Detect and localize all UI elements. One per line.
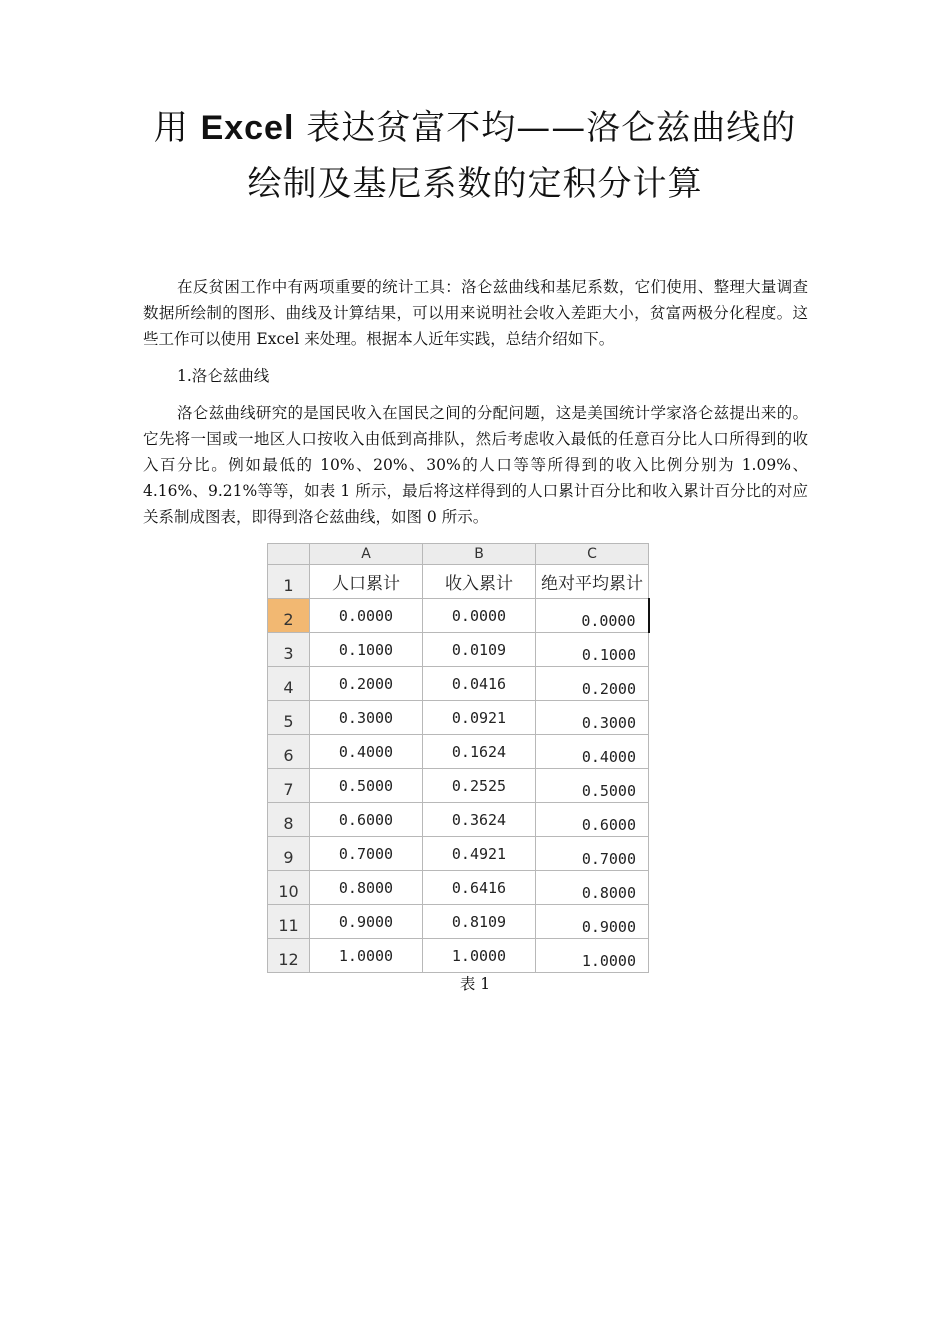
table-caption: 表 1: [459, 975, 491, 993]
table-row: [268, 769, 649, 803]
column-header-b[interactable]: B: [423, 544, 536, 565]
table-row: [268, 633, 649, 667]
spreadsheet-table: [267, 543, 650, 973]
title-excel: Excel: [200, 109, 295, 147]
table-cell[interactable]: 1.0000: [423, 939, 536, 973]
row-header[interactable]: 3: [268, 633, 310, 667]
table-cell[interactable]: 0.1000: [536, 633, 649, 667]
document-title: [120, 100, 830, 212]
table-cell[interactable]: 0.6416: [423, 871, 536, 905]
title-line-1: [120, 100, 830, 156]
table-row: [268, 939, 649, 973]
table-cell[interactable]: 1.0000: [536, 939, 649, 973]
row-header[interactable]: 12: [268, 939, 310, 973]
table-cell[interactable]: 0.7000: [536, 837, 649, 871]
table-cell[interactable]: 0.1624: [423, 735, 536, 769]
table-row: [268, 701, 649, 735]
table-row: [268, 871, 649, 905]
table-row: [268, 667, 649, 701]
table-cell[interactable]: 1.0000: [310, 939, 423, 973]
row-header[interactable]: 4: [268, 667, 310, 701]
header-cell-population[interactable]: 人口累计: [310, 565, 423, 599]
title-line-2: 绘制及基尼系数的定积分计算: [247, 164, 703, 204]
table-cell[interactable]: 0.6000: [536, 803, 649, 837]
table-row: [268, 803, 649, 837]
table-row: [268, 905, 649, 939]
table-cell[interactable]: 0.8000: [536, 871, 649, 905]
table-row: [268, 735, 649, 769]
intro-paragraph: 在反贫困工作中有两项重要的统计工具：洛仑兹曲线和基尼系数，它们使用、整理大量调查数据所绘制的图形、曲线及计算结果，可以用来说明社会收入差距大小，贫富两极分化程度。这些工作可以使用 Excel 来处理。根据本人近年实践，总结介绍如下。: [143, 278, 808, 348]
table-cell[interactable]: 0.3000: [310, 701, 423, 735]
column-header-a[interactable]: A: [310, 544, 423, 565]
table-row: [268, 837, 649, 871]
row-header[interactable]: 1: [268, 565, 310, 599]
header-cell-equality[interactable]: 绝对平均累计: [536, 565, 649, 599]
title-suffix: 表达贫富不均——洛仑兹曲线的: [294, 108, 797, 148]
row-header[interactable]: 11: [268, 905, 310, 939]
lorenz-paragraph: 洛仑兹曲线研究的是国民收入在国民之间的分配问题，这是美国统计学家洛仑兹提出来的。它先将一国或一地区人口按收入由低到高排队，然后考虑收入最低的任意百分比人口所得到的收入百分比。例如最低的 10%、20%、30%的人口等等所得到的收入比例分别为 1.09%、4.16%、9.21%等等，如表 1 所示，最后将这样得到的人口累计百分比和收入累计百分比的对应关系制成图表，即得到洛仑兹曲线，如图 0 所示。: [143, 404, 808, 526]
table-cell[interactable]: 0.8109: [423, 905, 536, 939]
table-cell[interactable]: 0.0000: [310, 599, 423, 633]
table-cell[interactable]: 0.2525: [423, 769, 536, 803]
table-cell[interactable]: 0.4000: [536, 735, 649, 769]
table-cell[interactable]: 0.4000: [310, 735, 423, 769]
table-cell[interactable]: 0.4921: [423, 837, 536, 871]
column-header-c[interactable]: C: [536, 544, 649, 565]
title-prefix: 用: [153, 108, 201, 148]
table-cell[interactable]: 0.3624: [423, 803, 536, 837]
header-cell-income[interactable]: 收入累计: [423, 565, 536, 599]
table-cell[interactable]: 0.9000: [310, 905, 423, 939]
table-cell[interactable]: 0.5000: [536, 769, 649, 803]
row-header[interactable]: 5: [268, 701, 310, 735]
table-cell[interactable]: 0.7000: [310, 837, 423, 871]
table-cell[interactable]: 0.9000: [536, 905, 649, 939]
table-cell[interactable]: 0.0109: [423, 633, 536, 667]
table-cell[interactable]: 0.3000: [536, 701, 649, 735]
table-cell[interactable]: 0.8000: [310, 871, 423, 905]
table-cell[interactable]: 0.0000: [536, 599, 649, 633]
select-all-corner[interactable]: [268, 544, 310, 565]
table-cell[interactable]: 0.2000: [310, 667, 423, 701]
table-cell[interactable]: 0.0000: [423, 599, 536, 633]
row-header[interactable]: 6: [268, 735, 310, 769]
row-header[interactable]: 10: [268, 871, 310, 905]
section-heading: 1.洛仑兹曲线: [177, 367, 270, 385]
table-cell[interactable]: 0.0416: [423, 667, 536, 701]
table-row: [268, 599, 649, 633]
table-cell[interactable]: 0.0921: [423, 701, 536, 735]
row-header[interactable]: 9: [268, 837, 310, 871]
table-cell[interactable]: 0.1000: [310, 633, 423, 667]
table-cell[interactable]: 0.2000: [536, 667, 649, 701]
table-cell[interactable]: 0.6000: [310, 803, 423, 837]
row-header[interactable]: 8: [268, 803, 310, 837]
table-cell[interactable]: 0.5000: [310, 769, 423, 803]
row-header[interactable]: 2: [268, 599, 310, 633]
row-header[interactable]: 7: [268, 769, 310, 803]
